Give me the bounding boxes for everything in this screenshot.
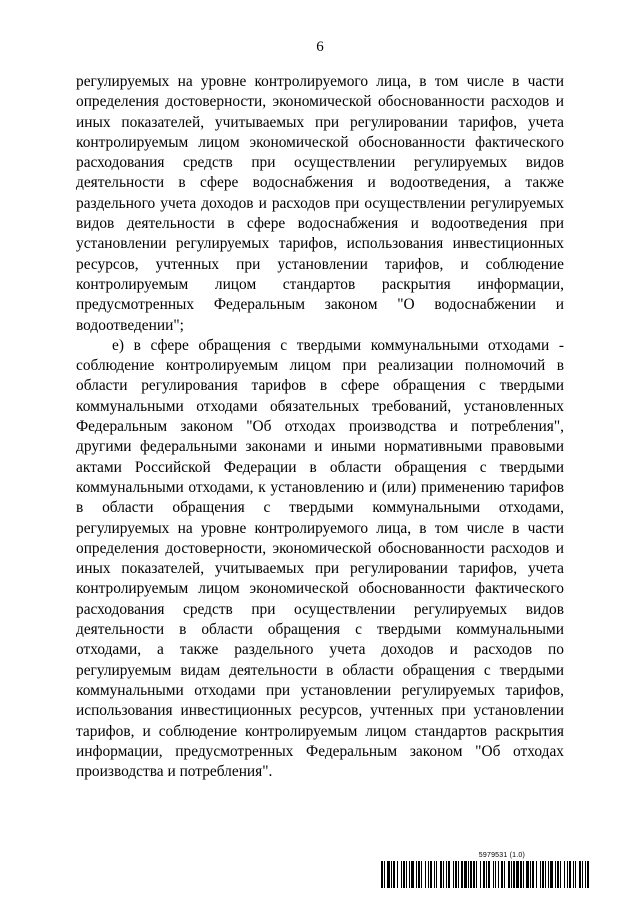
- barcode-label: 5979531 (1.0): [478, 852, 525, 859]
- barcode-icon: [381, 861, 589, 888]
- paragraph-continuation: регулируемых на уровне контролируемого лица, в том числе в части определения достоверности, экономической обоснованности расходов и иных показателей, учитываемых при регулировании тарифов, учета контролируемым лицом экономической обоснованности фактического расходования средств при осуществлении регулируемых видов деятельности в сфере водоснабжения и водоотведения, а также раздельного учета доходов и расходов при осуществлении регулируемых видов деятельности в сфере водоснабжения и водоотведения при установлении регулируемых тарифов, использования инвестиционных ресурсов, учтенных при установлении тарифов, и соблюдение контролируемым лицом стандартов раскрытия информации, предусмотренных Федеральным законом "О водоснабжении и водоотведении";: [76, 73, 564, 334]
- document-body: [76, 72, 564, 782]
- document-barcode: [381, 852, 589, 890]
- page-number: 6: [316, 39, 324, 55]
- paragraph-item-e: е) в сфере обращения с твердыми коммунальными отходами - соблюдение контролируемым лицом при реализации полномочий в области регулирования тарифов в сфере обращения с твердыми коммунальными отходами обязательных требований, установленных Федеральным законом "Об отходах производства и потребления", другими федеральными законами и иными нормативными правовыми актами Российской Федерации в области обращения с твердыми коммунальными отходами, к установлению и (или) применению тарифов в области обращения с твердыми коммунальными отходами, регулируемых на уровне контролируемого лица, в том числе в части определения достоверности, экономической обоснованности расходов и иных показателей, учитываемых при регулировании тарифов, учета контролируемым лицом экономической обоснованности фактического расходования средств при осуществлении регулируемых видов деятельности в области обращения с твердыми коммунальными отходами, а также раздельного учета доходов и расходов по регулируемым видам деятельности в области обращения с твердыми коммунальными отходами при установлении регулируемых тарифов, использования инвестиционных ресурсов, учтенных при установлении тарифов, и соблюдение контролируемым лицом стандартов раскрытия информации, предусмотренных Федеральным законом "Об отходах производства и потребления".: [76, 336, 564, 781]
